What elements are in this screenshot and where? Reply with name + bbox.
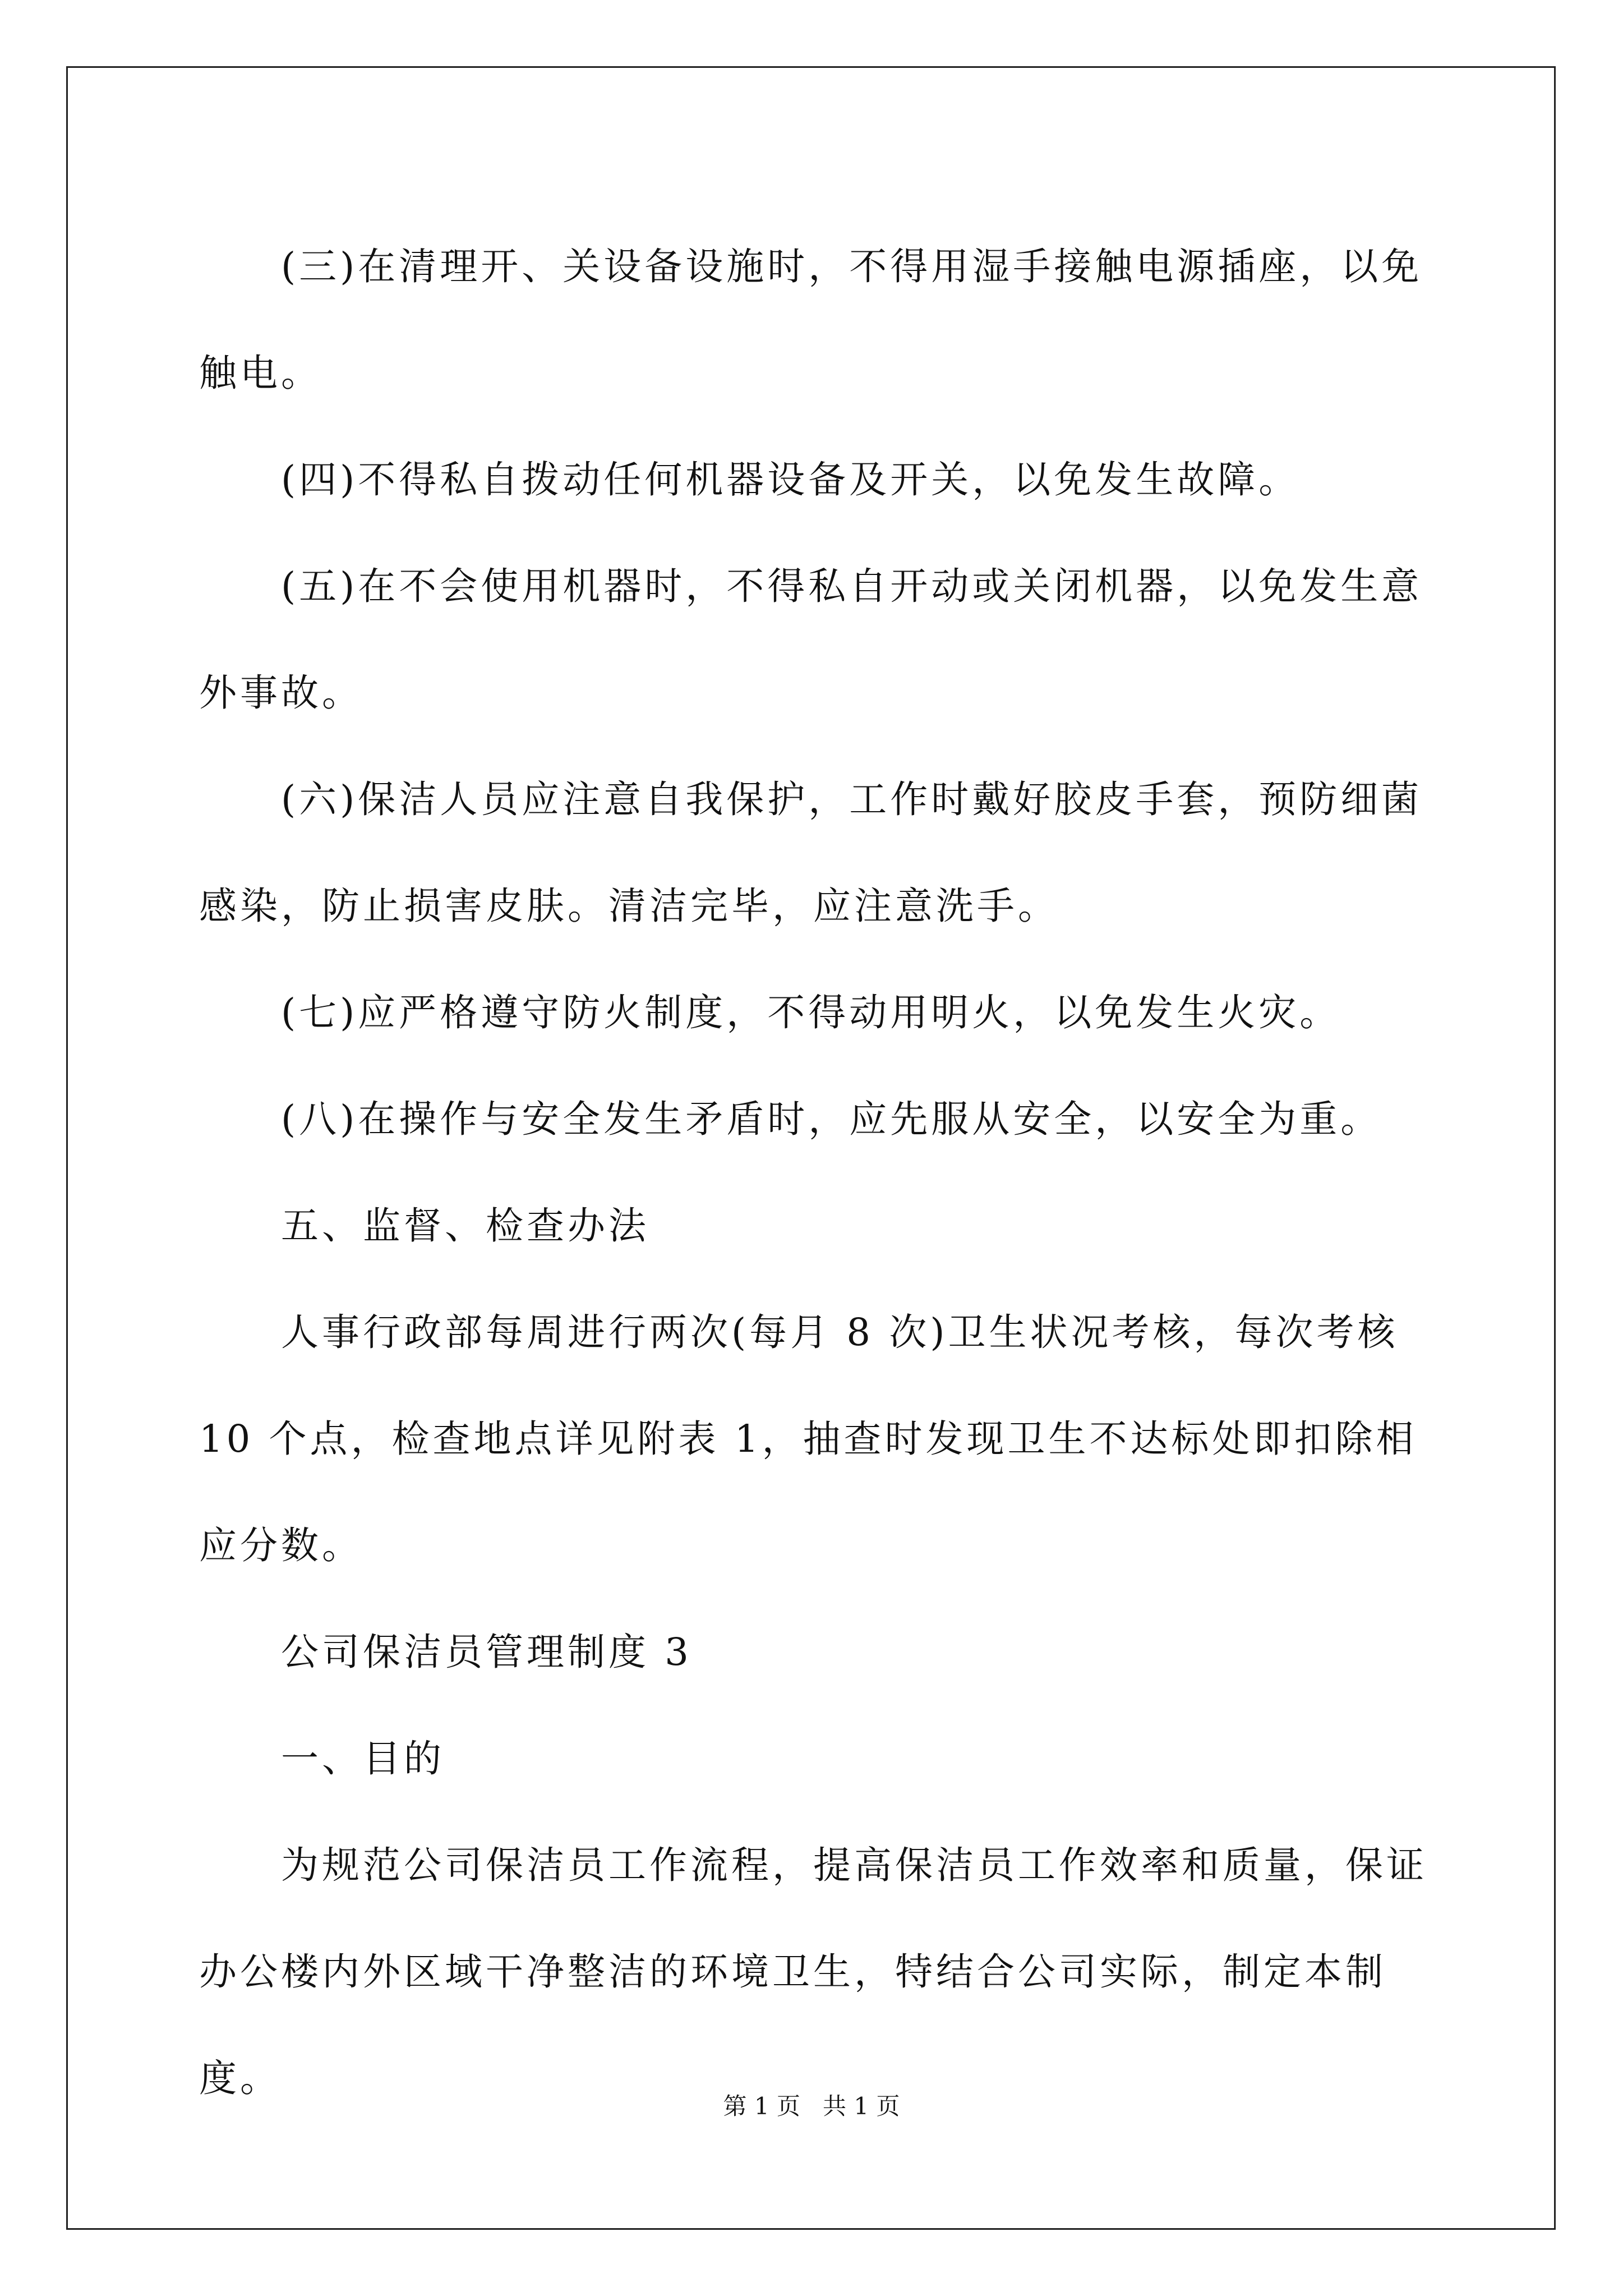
paragraph-item-5: (五)在不会使用机器时，不得私自开动或关闭机器，以免发生意外事故。 — [199, 564, 1423, 715]
paragraph-item-8: (八)在操作与安全发生矛盾时，应先服从安全，以安全为重。 — [281, 1097, 1382, 1141]
paragraph-item-3: (三)在清理开、关设备设施时，不得用湿手接触电源插座，以免触电。 — [199, 245, 1423, 395]
paragraph-purpose: 为规范公司保洁员工作流程，提高保洁员工作效率和质量，保证办公楼内外区域干净整洁的环境卫生，特结合公司实际，制定本制度。 — [199, 1843, 1427, 2100]
document-title-3: 公司保洁员管理制度 3 — [281, 1630, 692, 1674]
section-heading-purpose: 一、目的 — [281, 1737, 445, 1780]
paragraph-item-7: (七)应严格遵守防火制度，不得动用明火，以免发生火灾。 — [281, 991, 1341, 1034]
section-heading-supervision: 五、监督、检查办法 — [281, 1204, 649, 1248]
page-number-footer: 第 1 页 共 1 页 — [723, 2092, 900, 2120]
document-body — [199, 213, 1427, 2132]
paragraph-inspection: 人事行政部每周进行两次(每月 8 次)卫生状况考核，每次考核 10 个点，检查地点详见附表 1，抽查时发现卫生不达标处即扣除相应分数。 — [199, 1310, 1417, 1567]
paragraph-item-6: (六)保洁人员应注意自我保护，工作时戴好胶皮手套，预防细菌感染，防止损害皮肤。清洁完毕，应注意洗手。 — [199, 777, 1423, 928]
paragraph-item-4: (四)不得私自拨动任何机器设备及开关，以免发生故障。 — [281, 458, 1300, 501]
